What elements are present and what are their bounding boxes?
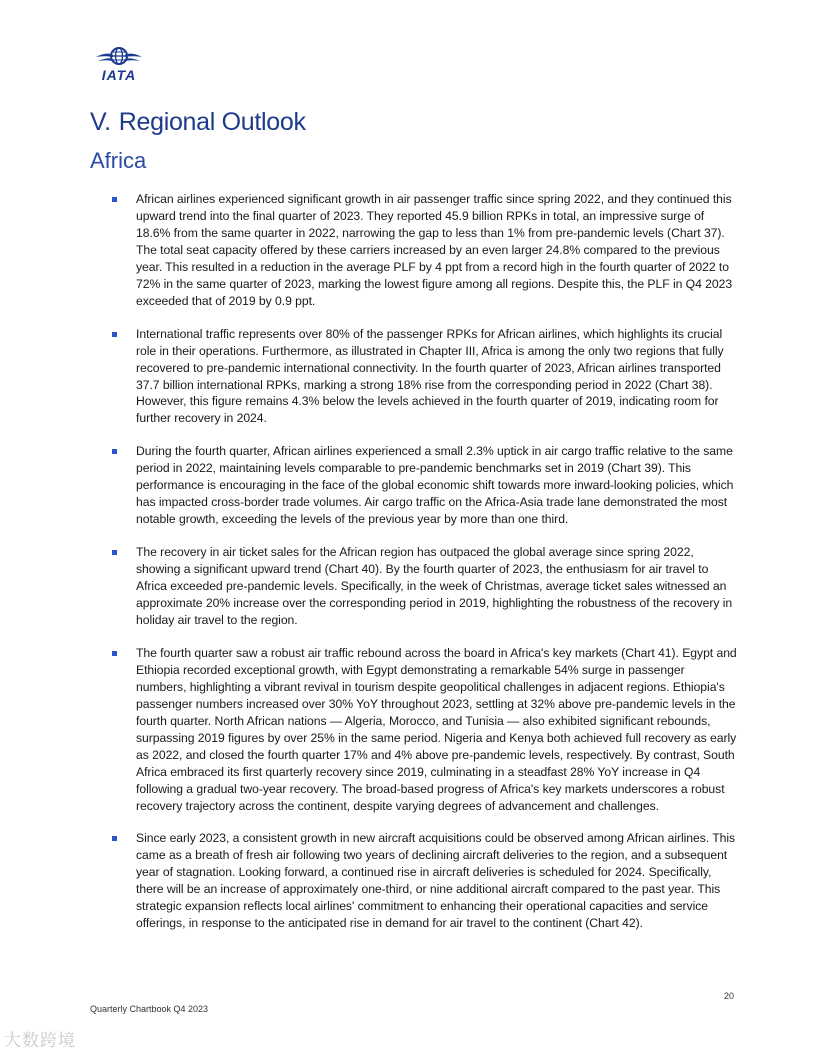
- bullet-item: [110, 326, 738, 428]
- watermark: 大数跨境: [4, 1031, 76, 1050]
- bullet-item: [110, 645, 738, 815]
- bullet-list: [110, 191, 738, 948]
- bullet-item: [110, 830, 738, 932]
- footer-doc-title: Quarterly Chartbook Q4 2023: [90, 1004, 209, 1014]
- bullet-text: International traffic represents over 80% of the passenger RPKs for African airlines, which highlights its crucial role in their operations. Furthermore, as illustrated in Chapter III, Africa is among the only two regions that fully recovered to pre-pandemic international connectivity. In the fourth quarter of 2023, African airlines transported 37.7 billion international RPKs, marking a strong 18% rise from the corresponding period in 2022 (Chart 38). However, this figure remains 4.3% below the levels achieved in the fourth quarter of 2019, indicating room for further recovery in 2024.: [136, 326, 724, 426]
- bullet-square-icon: [112, 836, 117, 841]
- section-number: V.: [90, 108, 111, 136]
- bullet-square-icon: [112, 332, 117, 337]
- bullet-item: [110, 191, 738, 310]
- bullet-square-icon: [112, 651, 117, 656]
- bullet-text: The recovery in air ticket sales for the African region has outpaced the global average since spring 2022, showing a significant upward trend (Chart 40). By the fourth quarter of 2023, the enthusiasm for air travel to Africa exceeded pre-pandemic levels. Specifically, in the week of Christmas, average ticket sales witnessed an approximate 20% increase over the corresponding period in 2019, highlighting the robustness of the recovery in holiday air travel to the region.: [136, 545, 733, 627]
- section-title-text: Regional Outlook: [118, 108, 306, 136]
- bullet-item: [110, 544, 738, 629]
- bullet-text: The fourth quarter saw a robust air traffic rebound across the board in Africa's key markets (Chart 41). Egypt and Ethiopia recorded exceptional growth, with Egypt demonstrating a remarkable 54% surge in passenger numbers, highlighting a vibrant revival in tourism despite geopolitical challenges in adjacent regions. Ethiopia's passenger numbers increased over 30% YoY throughout 2023, settling at 32% above pre-pandemic levels in the fourth quarter. North African nations — Algeria, Morocco, and Tunisia — also exhibited significant rebounds, surpassing 2019 figures by over 25% in the same period. Nigeria and Kenya both achieved full recovery as early as 2022, and closed the fourth quarter 17% and 4% above pre-pandemic levels, respectively. By contrast, South Africa embraced its first quarterly recovery since 2019, culminating in a steadfast 28% YoY increase in Q4 following a gradual two-year recovery. The broad-based progress of Africa's key markets underscores a robust recovery trajectory across the continent, despite varying degrees of advancement and challenges.: [136, 645, 737, 813]
- logo-text: IATA: [101, 67, 137, 83]
- bullet-text: African airlines experienced significant growth in air passenger traffic since spring 2022, and they continued this upward trend into the final quarter of 2023. They reported 45.9 billion RPKs in total, an impressive surge of 18.6% from the same quarter in 2022, narrowing the gap to less than 1% from pre-pandemic levels (Chart 37). The total seat capacity offered by these carriers increased by an even larger 24.8% compared to the previous year. This resulted in a reduction in the average PLF by 4 ppt from a record high in the fourth quarter of 2022 to 72% in the same quarter of 2023, marking the lowest figure among all regions. Despite this, the PLF in Q4 2023 exceeded that of 2019 by 0.9 ppt.: [136, 192, 733, 308]
- section-title: [90, 108, 306, 137]
- bullet-square-icon: [112, 197, 117, 202]
- bullet-text: During the fourth quarter, African airlines experienced a small 2.3% uptick in air cargo traffic relative to the same period in 2022, maintaining levels comparable to pre-pandemic benchmarks set in 2019 (Chart 39). This performance is encouraging in the face of the global economic shift towards more inward-looking policies, which has impacted cross-border trade volumes. Air cargo traffic on the Africa-Asia trade lane demonstrated the most notable growth, exceeding the levels of the previous year by more than one third.: [136, 444, 734, 527]
- page-number: 20: [723, 991, 734, 1001]
- bullet-square-icon: [112, 550, 117, 555]
- region-subtitle: Africa: [90, 148, 147, 173]
- bullet-text: Since early 2023, a consistent growth in new aircraft acquisitions could be observed among African airlines. This came as a breath of fresh air following two years of declining aircraft deliveries to the region, and a subsequent year of stagnation. Looking forward, a continued rise in aircraft deliveries is scheduled for 2024. Specifically, there will be an increase of approximately one-third, or nine additional aircraft compared to the past year. This strategic expansion reflects local airlines' commitment to enhancing their operational capacities and service offerings, in response to the anticipated rise in demand for air travel to the continent (Chart 42).: [136, 831, 736, 931]
- bullet-square-icon: [112, 449, 117, 454]
- bullet-item: [110, 443, 738, 528]
- iata-logo: [94, 44, 144, 84]
